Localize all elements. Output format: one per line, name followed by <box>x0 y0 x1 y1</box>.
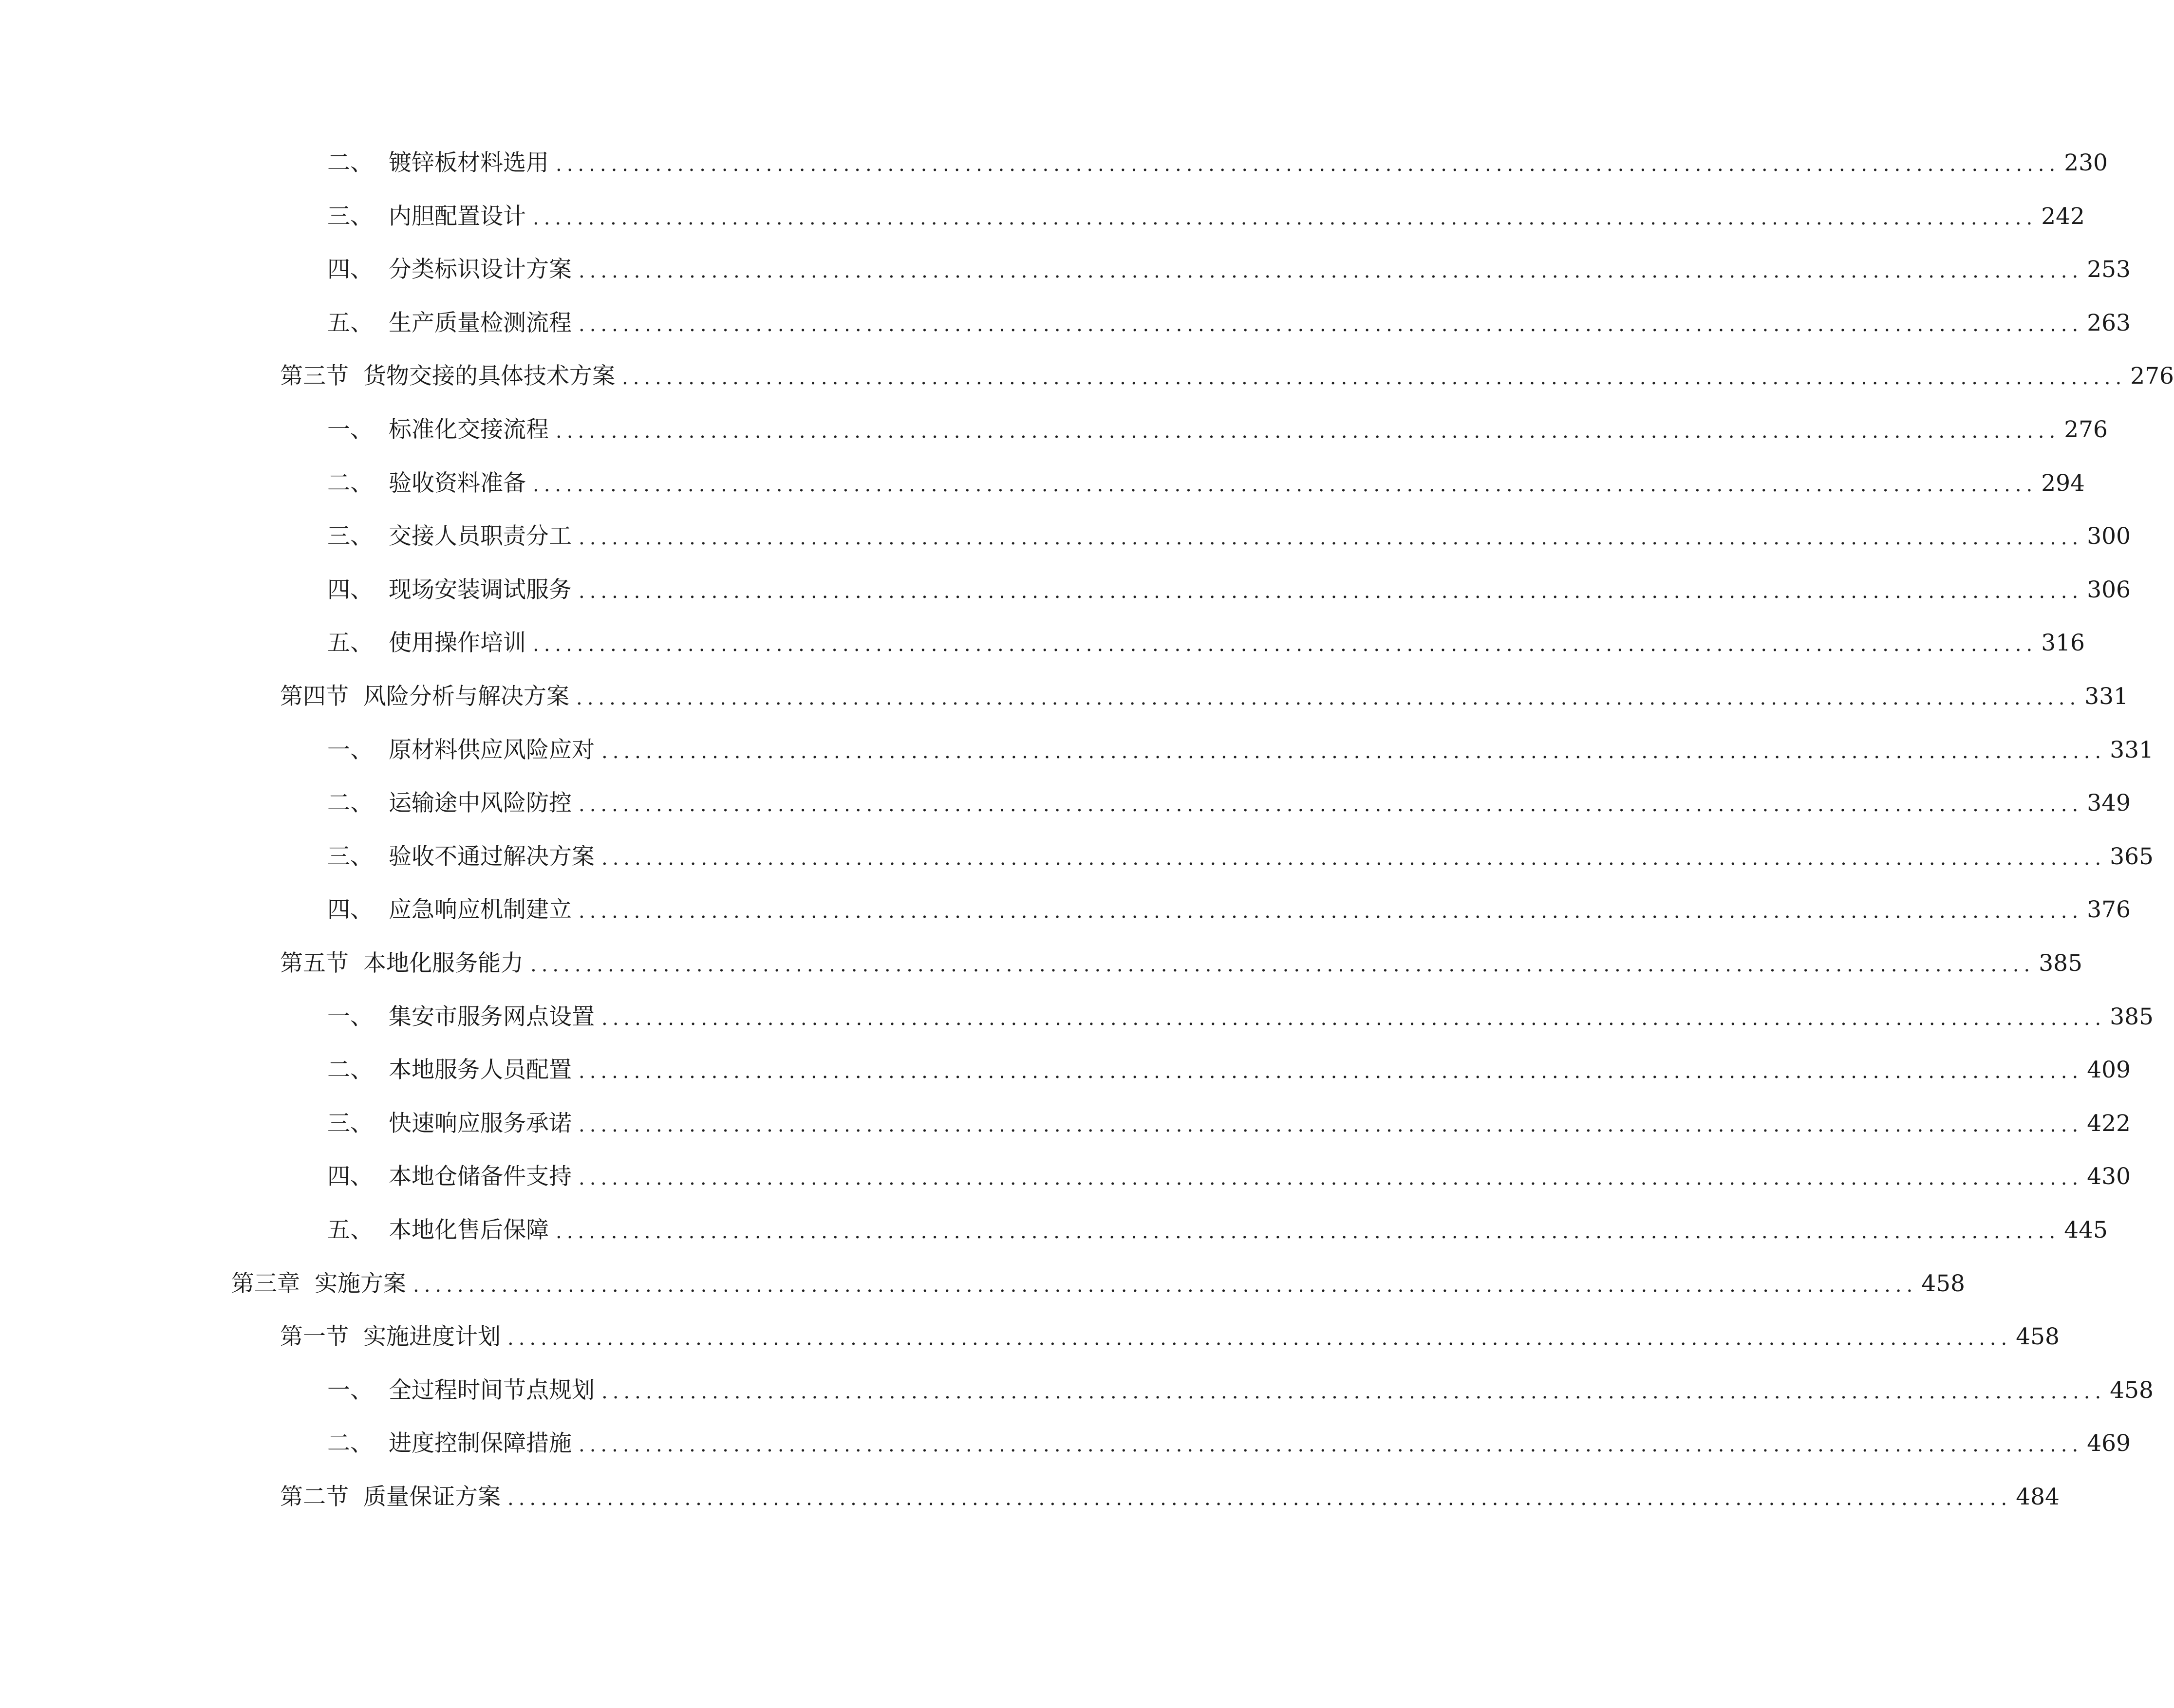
toc-entry-number: 五、 <box>327 630 373 657</box>
toc-entry[interactable] <box>280 1320 2060 1354</box>
toc-entry-number: 五、 <box>327 1217 373 1244</box>
toc-entry-page: 242 <box>2041 203 2085 230</box>
toc-entry[interactable] <box>327 146 2108 180</box>
toc-entry-page: 458 <box>2016 1323 2060 1351</box>
toc-entry-number: 五、 <box>327 309 373 336</box>
toc-entry[interactable] <box>327 893 2131 927</box>
toc-entry[interactable] <box>327 253 2131 287</box>
toc-entry-number: 第一节 <box>280 1323 349 1351</box>
toc-entry[interactable] <box>327 1374 2154 1408</box>
toc-dot-leader: ........................................................................................................................................ <box>556 153 2061 176</box>
toc-entry[interactable] <box>327 1107 2131 1141</box>
toc-entry-title: 全过程时间节点规划 <box>389 1376 595 1404</box>
toc-dot-leader: ........................................................................................................................................ <box>507 1487 2012 1510</box>
toc-entry-number: 四、 <box>327 256 373 283</box>
toc-dot-leader: ........................................................................................................................................ <box>579 1060 2083 1083</box>
toc-entry-number: 四、 <box>327 576 373 603</box>
toc-dot-leader: ........................................................................................................................................ <box>601 1380 2106 1403</box>
toc-entry-title: 本地化售后保障 <box>389 1217 549 1244</box>
toc-entry-number: 四、 <box>327 1163 373 1190</box>
toc-entry-page: 230 <box>2064 149 2108 176</box>
toc-entry-page: 409 <box>2087 1057 2131 1084</box>
toc-entry[interactable] <box>280 359 2174 393</box>
toc-entry-title: 标准化交接流程 <box>389 416 549 443</box>
toc-entry-page: 276 <box>2130 363 2174 390</box>
toc-entry-number: 三、 <box>327 523 373 550</box>
toc-entry-title: 集安市服务网点设置 <box>389 1003 595 1030</box>
toc-entry-page: 263 <box>2087 309 2131 336</box>
toc-dot-leader: ........................................................................................................................................ <box>576 687 2081 709</box>
toc-entry-page: 349 <box>2087 790 2131 817</box>
toc-entry-page: 294 <box>2041 469 2085 497</box>
toc-entry[interactable] <box>327 1213 2108 1247</box>
toc-entry[interactable] <box>327 1053 2131 1087</box>
toc-entry[interactable] <box>327 1427 2131 1461</box>
toc-entry-page: 253 <box>2087 256 2131 283</box>
toc-dot-leader: ........................................................................................................................................ <box>601 740 2106 763</box>
toc-dot-leader: ........................................................................................................................................ <box>579 794 2083 817</box>
toc-dot-leader: ........................................................................................................................................ <box>530 954 2035 976</box>
toc-entry[interactable] <box>327 786 2131 820</box>
toc-entry[interactable] <box>327 466 2085 501</box>
toc-dot-leader: ........................................................................................................................................ <box>533 633 2038 656</box>
toc-entry[interactable] <box>327 1160 2131 1194</box>
toc-entry-number: 二、 <box>327 790 373 817</box>
toc-entry-number: 第三节 <box>280 363 349 390</box>
toc-dot-leader: ........................................................................................................................................ <box>413 1274 1918 1297</box>
toc-entry[interactable] <box>327 306 2131 340</box>
toc-entry[interactable] <box>280 1480 2060 1514</box>
toc-entry-title: 镀锌板材料选用 <box>389 149 549 176</box>
toc-entry[interactable] <box>327 733 2154 767</box>
toc-entry-title: 生产质量检测流程 <box>389 309 572 336</box>
toc-dot-leader: ........................................................................................................................................ <box>507 1327 2012 1350</box>
toc-entry[interactable] <box>327 520 2131 554</box>
toc-entry-title: 原材料供应风险应对 <box>389 736 595 763</box>
toc-entry-page: 458 <box>2110 1376 2154 1404</box>
toc-entry-title: 分类标识设计方案 <box>389 256 572 283</box>
toc-entry-page: 484 <box>2016 1484 2060 1510</box>
toc-entry-page: 300 <box>2087 523 2131 550</box>
toc-entry-page: 316 <box>2041 630 2085 657</box>
toc-entry-number: 第五节 <box>280 950 349 977</box>
toc-entry-page: 422 <box>2087 1110 2131 1137</box>
toc-entry-number: 一、 <box>327 416 373 443</box>
toc-entry[interactable] <box>327 200 2085 234</box>
toc-entry-title: 进度控制保障措施 <box>389 1430 572 1457</box>
toc-dot-leader: ........................................................................................................................................ <box>579 580 2083 603</box>
toc-entry-title: 验收资料准备 <box>389 469 526 497</box>
toc-dot-leader: ........................................................................................................................................ <box>579 1114 2083 1136</box>
toc-entry-number: 三、 <box>327 203 373 230</box>
toc-entry-title: 实施进度计划 <box>363 1323 501 1351</box>
toc-entry-title: 实施方案 <box>315 1270 406 1297</box>
toc-entry-page: 385 <box>2110 1003 2154 1030</box>
toc-dot-leader: ........................................................................................................................................ <box>622 367 2127 390</box>
toc-entry-page: 306 <box>2087 576 2131 603</box>
toc-entry-title: 内胆配置设计 <box>389 203 526 230</box>
toc-entry-title: 应急响应机制建立 <box>389 896 572 924</box>
toc-entry-title: 验收不通过解决方案 <box>389 843 595 870</box>
toc-entry-page: 365 <box>2110 843 2154 870</box>
toc-entry-title: 本地仓储备件支持 <box>389 1163 572 1190</box>
toc-dot-leader: ........................................................................................................................................ <box>579 1167 2083 1190</box>
toc-entry-title: 质量保证方案 <box>363 1484 501 1510</box>
toc-entry-page: 458 <box>1921 1270 1965 1297</box>
toc-dot-leader: ........................................................................................................................................ <box>579 900 2083 923</box>
toc-entry-title: 货物交接的具体技术方案 <box>363 363 615 390</box>
toc-entry-number: 一、 <box>327 1376 373 1404</box>
toc-entry[interactable] <box>280 680 2128 714</box>
toc-entry-page: 430 <box>2087 1163 2131 1190</box>
toc-dot-leader: ........................................................................................................................................ <box>601 1007 2106 1030</box>
toc-entry-page: 276 <box>2064 416 2108 443</box>
toc-entry-title: 运输途中风险防控 <box>389 790 572 817</box>
toc-entry-number: 二、 <box>327 1057 373 1084</box>
toc-entry-number: 二、 <box>327 149 373 176</box>
toc-entry-number: 一、 <box>327 736 373 763</box>
toc-dot-leader: ........................................................................................................................................ <box>533 206 2038 229</box>
toc-entry-number: 二、 <box>327 1430 373 1457</box>
toc-entry-page: 331 <box>2110 736 2154 763</box>
toc-entry-title: 快速响应服务承诺 <box>389 1110 572 1137</box>
toc-entry-page: 445 <box>2064 1217 2108 1244</box>
toc-entry-title: 风险分析与解决方案 <box>363 683 569 710</box>
toc-entry[interactable] <box>327 573 2131 607</box>
toc-dot-leader: ........................................................................................................................................ <box>556 420 2061 443</box>
toc-entry-number: 一、 <box>327 1003 373 1030</box>
toc-dot-leader: ........................................................................................................................................ <box>579 260 2083 283</box>
toc-entry[interactable] <box>327 626 2085 660</box>
toc-entry[interactable] <box>280 947 2082 981</box>
toc-dot-leader: ........................................................................................................................................ <box>579 1434 2083 1457</box>
toc-entry-number: 二、 <box>327 469 373 497</box>
toc-entry-title: 本地服务人员配置 <box>389 1057 572 1084</box>
toc-entry-number: 第三章 <box>231 1270 300 1297</box>
toc-entry-number: 第四节 <box>280 683 349 710</box>
toc-entry-number: 四、 <box>327 896 373 924</box>
toc-entry[interactable] <box>327 1000 2154 1034</box>
toc-entry-title: 使用操作培训 <box>389 630 526 657</box>
toc-entry-number: 三、 <box>327 843 373 870</box>
toc-entry-page: 331 <box>2084 683 2128 710</box>
toc-entry[interactable] <box>327 840 2154 874</box>
toc-entry-page: 469 <box>2087 1430 2131 1457</box>
toc-entry-number: 三、 <box>327 1110 373 1137</box>
toc-entry-number: 第二节 <box>280 1484 349 1510</box>
toc-entry-title: 交接人员职责分工 <box>389 523 572 550</box>
toc-entry-title: 本地化服务能力 <box>363 950 524 977</box>
toc-dot-leader: ........................................................................................................................................ <box>579 313 2083 336</box>
toc-entry-title: 现场安装调试服务 <box>389 576 572 603</box>
toc-dot-leader: ........................................................................................................................................ <box>556 1221 2061 1243</box>
toc-dot-leader: ........................................................................................................................................ <box>601 847 2106 870</box>
toc-entry-page: 385 <box>2039 950 2082 977</box>
toc-entry[interactable] <box>327 413 2108 447</box>
toc-dot-leader: ........................................................................................................................................ <box>533 473 2038 496</box>
toc-entry[interactable] <box>231 1267 1965 1301</box>
toc-dot-leader: ........................................................................................................................................ <box>579 527 2083 550</box>
toc-entry-page: 376 <box>2087 896 2131 924</box>
